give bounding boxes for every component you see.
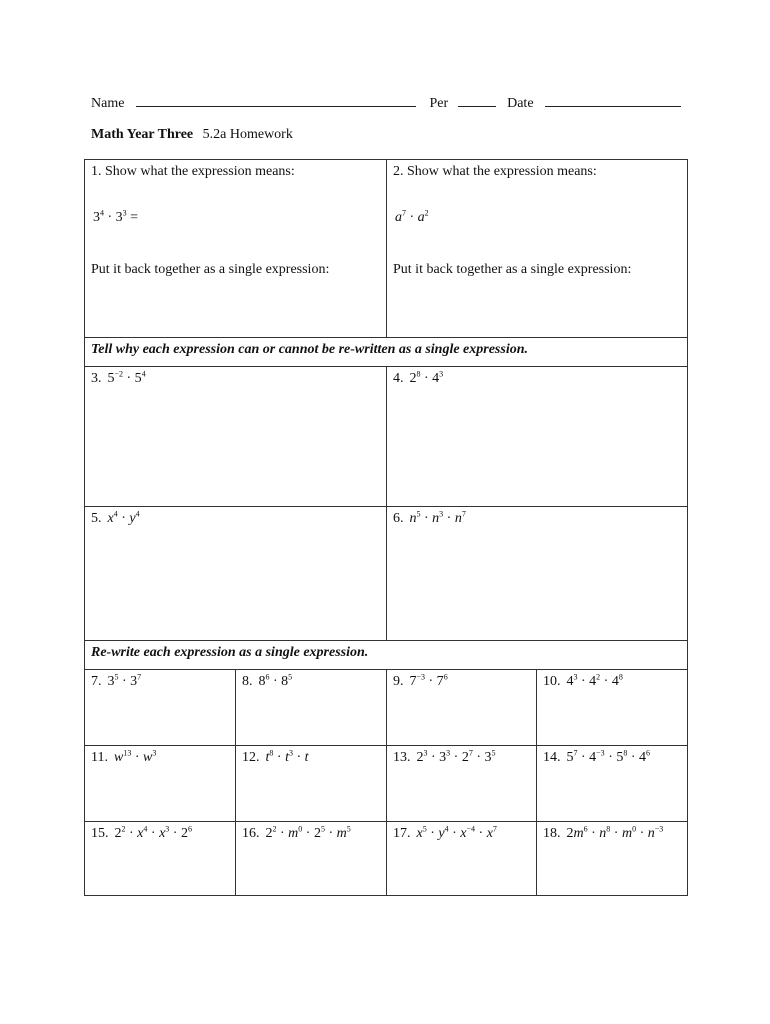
- problem-3-cell[interactable]: 3. $5^{-2} \cdot 5^4$: [85, 367, 387, 507]
- problem-18-cell[interactable]: 18. $2m^6 \cdot n^8 \cdot m^0 \cdot n^{-3}$: [537, 822, 688, 896]
- problem-13-cell[interactable]: 13. $2^3 \cdot 3^3 \cdot 2^7 \cdot 3^5$: [387, 746, 537, 822]
- problem-number: 17.: [393, 826, 411, 841]
- table-row: [85, 746, 688, 822]
- problem-1-cell[interactable]: [85, 160, 387, 338]
- problem-9-cell[interactable]: 9. $7^{-3} \cdot 7^6$: [387, 670, 537, 746]
- problem-number: 15.: [91, 826, 109, 841]
- problem-number: 11.: [91, 750, 108, 765]
- date-label: Date: [507, 96, 534, 111]
- name-blank[interactable]: [136, 94, 416, 107]
- problem-8-cell[interactable]: 8. $8^6 \cdot 8^5$: [236, 670, 387, 746]
- problem-number: 6.: [393, 511, 404, 526]
- section-3-instruction: Re-write each expression as a single expression.: [85, 641, 688, 670]
- table-row: [85, 822, 688, 896]
- problem-2-expression: $a^7 \cdot a^2$: [395, 208, 429, 225]
- problem-number: 7.: [91, 674, 102, 689]
- problem-14-cell[interactable]: 14. $5^7 \cdot 4^{-3} \cdot 5^8 \cdot 4^6$: [537, 746, 688, 822]
- assignment-title: 5.2a Homework: [202, 127, 293, 142]
- problem-number: 14.: [543, 750, 561, 765]
- name-label: Name: [91, 96, 125, 111]
- problem-16-cell[interactable]: 16. $2^2 \cdot m^0 \cdot 2^5 \cdot m^5$: [236, 822, 387, 896]
- problem-2-followup: Put it back together as a single expression:: [393, 262, 632, 277]
- problem-table: [84, 159, 688, 896]
- problem-12-cell[interactable]: 12. $t^8 \cdot t^3 \cdot t$: [236, 746, 387, 822]
- problem-number: 18.: [543, 826, 561, 841]
- table-row: [85, 641, 688, 670]
- problem-number: 5.: [91, 511, 102, 526]
- problem-number: 16.: [242, 826, 260, 841]
- table-row: [85, 507, 688, 641]
- problem-4-cell[interactable]: 4. $2^8 \cdot 4^3$: [387, 367, 688, 507]
- problem-number: 3.: [91, 371, 102, 386]
- period-blank[interactable]: [458, 94, 496, 107]
- problem-number: 12.: [242, 750, 260, 765]
- section-2-instruction: Tell why each expression can or cannot be re-written as a single expression.: [85, 338, 688, 367]
- problem-11-cell[interactable]: 11. $w^{13} \cdot w^3$: [85, 746, 236, 822]
- problem-1-expression: $3^4 \cdot 3^3$ =: [93, 208, 139, 225]
- period-label: Per: [429, 96, 449, 111]
- problem-number: 10.: [543, 674, 561, 689]
- problem-number: 13.: [393, 750, 411, 765]
- problem-17-cell[interactable]: 17. $x^5 \cdot y^4 \cdot x^{-4} \cdot x^7$: [387, 822, 537, 896]
- problem-2-cell[interactable]: [387, 160, 688, 338]
- problem-2-prompt: 2. Show what the expression means:: [393, 164, 597, 179]
- problem-1-prompt: 1. Show what the expression means:: [91, 164, 295, 179]
- table-row: [85, 160, 688, 338]
- table-row: [85, 338, 688, 367]
- problem-5-cell[interactable]: 5. $x^4 \cdot y^4$: [85, 507, 387, 641]
- problem-number: 8.: [242, 674, 253, 689]
- problem-number: 4.: [393, 371, 404, 386]
- problem-1-followup: Put it back together as a single expression:: [91, 262, 330, 277]
- table-row: [85, 670, 688, 746]
- problem-number: 9.: [393, 674, 404, 689]
- student-info-line: [91, 94, 681, 112]
- date-blank[interactable]: [545, 94, 681, 107]
- problem-15-cell[interactable]: 15. $2^2 \cdot x^4 \cdot x^3 \cdot 2^6$: [85, 822, 236, 896]
- worksheet-title: [91, 127, 293, 143]
- course-title: Math Year Three: [91, 127, 194, 142]
- problem-6-cell[interactable]: 6. $n^5 \cdot n^3 \cdot n^7$: [387, 507, 688, 641]
- problem-7-cell[interactable]: 7. $3^5 \cdot 3^7$: [85, 670, 236, 746]
- problem-10-cell[interactable]: 10. $4^3 \cdot 4^2 \cdot 4^8$: [537, 670, 688, 746]
- table-row: [85, 367, 688, 507]
